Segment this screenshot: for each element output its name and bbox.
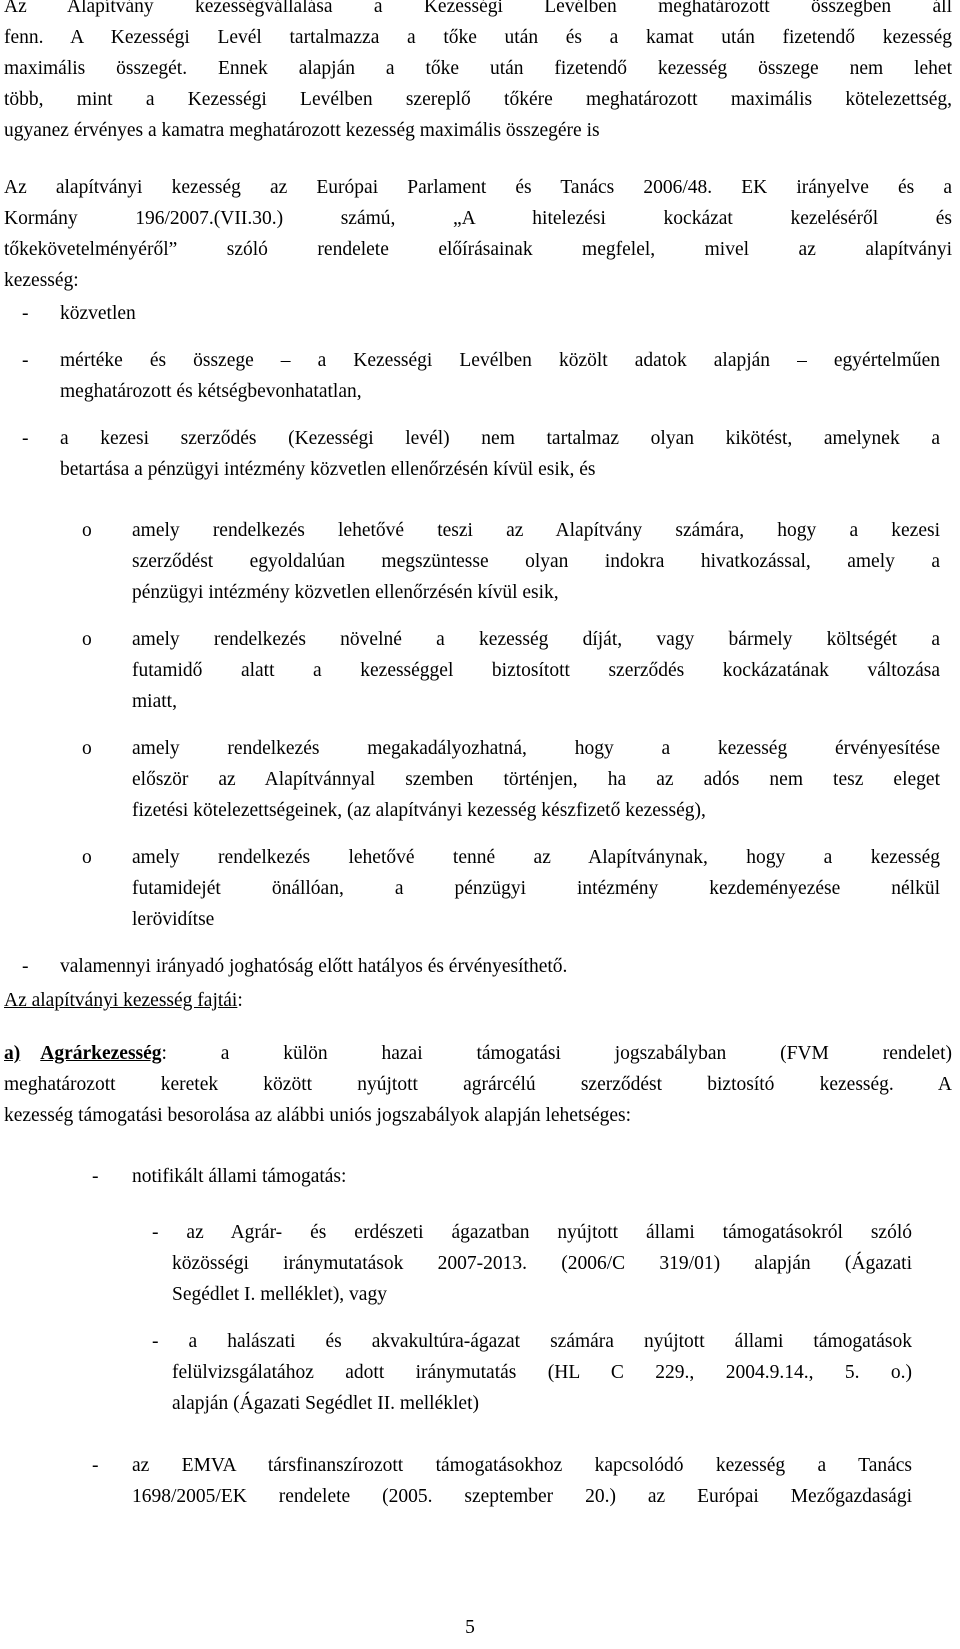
text-line: közvetlen [60,303,136,324]
paragraph-guarantee-amount [4,0,952,146]
text-line: szerződést egyoldalúan megszüntesse olyan indokra hivatkozással, amely a [132,551,940,572]
sublist-bullet: o [82,847,92,868]
text-line: 1698/2005/EK rendelete (2005. szeptember 20.) az Európai Mezőgazdasági [132,1486,912,1507]
text-line: betartása a pénzügyi intézmény közvetlen ellenőrzésén kívül esik, és [60,459,596,480]
list-item [60,423,940,485]
list-dash: - [22,428,29,449]
text-line: maximális összegét. Ennek alapján a tőke után fizetendő kezesség összege nem lehet [4,58,952,79]
list-item [60,951,940,982]
text-line: meghatározott és kétségbevonhatatlan, [60,381,362,402]
sublist-item [132,624,940,717]
text-line: mértéke és összege – a Kezességi Levélben közölt adatok alapján – egyértelműen [60,350,940,371]
text-line: kezesség támogatási besorolása az alábbi uniós jogszabályok alapján lehetséges: [4,1105,632,1126]
text-line: amely rendelkezés lehetővé tenné az Alapítványnak, hogy a kezesség [132,847,940,868]
sublist-item [132,515,940,608]
list-item [60,298,940,329]
text-line: alapján (Ágazati Segédlet II. melléklet) [172,1393,479,1414]
text-line: fizetési kötelezettségeinek, (az alapítványi kezesség készfizető kezesség), [132,800,706,821]
text-line: először az Alapítvánnyal szemben történjen, ha az adós nem tesz eleget [132,769,940,790]
list-dash: - [22,303,29,324]
text-line: miatt, [132,691,177,712]
text-line: tőkekövetelményéről” szóló rendelete előírásainak megfelel, mivel az alapítványi [4,239,952,260]
text-line: az EMVA társfinanszírozott támogatásokhoz kapcsolódó kezesség a Tanács [132,1455,912,1476]
section-a-paragraph [4,1038,952,1131]
heading-text: Az alapítványi kezesség fajtái [4,990,238,1011]
text-line: a kezesi szerződés (Kezességi levél) nem tartalmaz olyan kikötést, amelynek a [60,428,940,449]
text-line: felülvizsgálatához adott iránymutatás (HL C 229., 2004.9.14., 5. o.) [172,1362,912,1383]
paragraph-directive [4,172,952,296]
text-line: Segédlet I. melléklet), vagy [172,1284,387,1305]
text-line: notifikált állami támogatás: [132,1166,347,1187]
section-heading [4,985,904,1016]
list-item [132,1450,912,1512]
sublist-bullet: o [82,629,92,650]
sublist-item [132,733,940,826]
text-line: kezesség: [4,270,79,291]
list-item [132,1161,912,1192]
sub-dash-item [152,1326,912,1419]
sub-dash-item [152,1217,912,1310]
text-line: fenn. A Kezességi Levél tartalmazza a tőke után és a kamat után fizetendő kezesség [4,27,952,48]
text-line: - a halászati és akvakultúra-ágazat számára nyújtott állami támogatások [152,1331,912,1352]
section-a-rest: : a külön hazai támogatási jogszabályban (FVM rendelet) [161,1043,952,1064]
list-dash: - [22,350,29,371]
text-line: több, mint a Kezességi Levélben szereplő tőkére meghatározott maximális kötelezettség, [4,89,952,110]
list-item [60,345,940,407]
list-dash: - [92,1166,99,1187]
text-line: futamidő alatt a kezességgel biztosított szerződés kockázatának változása [132,660,940,681]
text-line: amely rendelkezés lehetővé teszi az Alapítvány számára, hogy a kezesi [132,520,940,541]
sublist-bullet: o [82,738,92,759]
section-a-title: Agrárkezesség [40,1043,162,1064]
sublist-bullet: o [82,520,92,541]
text-line: valamennyi irányadó joghatóság előtt hatályos és érvényesíthető. [60,956,568,977]
sublist-item [132,842,940,935]
section-a-first-line [4,1038,952,1069]
text-line: meghatározott keretek között nyújtott agrárcélú szerződést biztosító kezesség. A [4,1074,952,1095]
text-line: pénzügyi intézmény közvetlen ellenőrzésén kívül esik, [132,582,559,603]
text-line: amely rendelkezés növelné a kezesség díját, vagy bármely költségét a [132,629,940,650]
page-number: 5 [465,1617,475,1638]
list-dash: - [92,1455,99,1476]
text-line: Az alapítványi kezesség az Európai Parlament és Tanács 2006/48. EK irányelve és a [4,177,952,198]
text-line: - az Agrár- és erdészeti ágazatban nyújtott állami támogatásokról szóló [152,1222,912,1243]
text-line: közösségi iránymutatások 2007-2013. (2006/C 319/01) alapján (Ágazati [172,1253,912,1274]
text-line: Az Alapítvány kezességvállalása a Kezességi Levélben meghatározott összegben áll [4,0,952,17]
text-line: futamidejét önállóan, a pénzügyi intézmény kezdeményezése nélkül [132,878,940,899]
section-a-label: a) [4,1043,21,1064]
list-dash: - [22,956,29,977]
text-line: ugyanez érvényes a kamatra meghatározott kezesség maximális összegére is [4,120,600,141]
text-line: Kormány 196/2007.(VII.30.) számú, „A hitelezési kockázat kezeléséről és [4,208,952,229]
heading-colon: : [237,990,243,1011]
text-line: amely rendelkezés megakadályozhatná, hogy a kezesség érvényesítése [132,738,940,759]
text-line: lerövidítse [132,909,215,930]
